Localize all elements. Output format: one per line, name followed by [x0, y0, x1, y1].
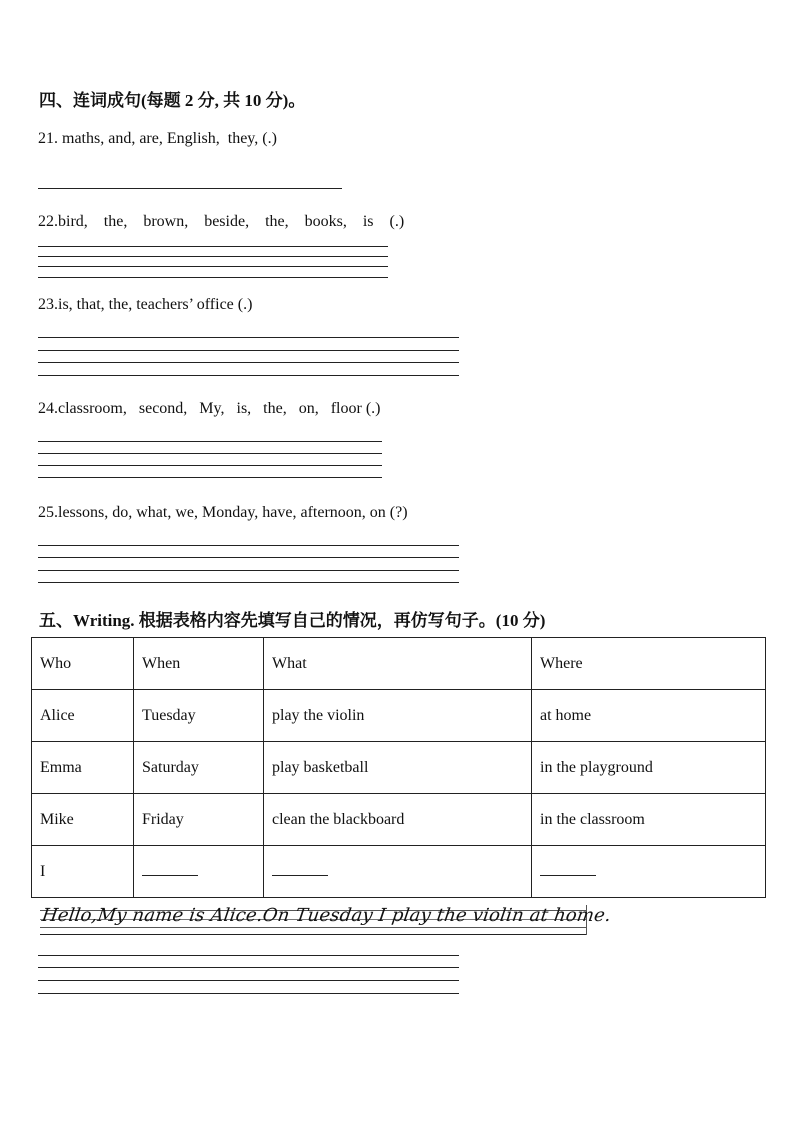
table-row: [32, 794, 766, 846]
table-row: [32, 690, 766, 742]
fill-blank-where[interactable]: [532, 846, 766, 898]
question-25: 25.lessons, do, what, we, Monday, have, afternoon, on (?): [38, 504, 408, 521]
header-where: Where: [532, 638, 766, 690]
header-when: When: [134, 638, 264, 690]
table-cell: I: [32, 846, 134, 898]
writing-line[interactable]: [38, 980, 459, 981]
table-cell: at home: [532, 690, 766, 742]
fill-blank-what[interactable]: [264, 846, 532, 898]
table-cell: Tuesday: [134, 690, 264, 742]
answer-line: [38, 246, 388, 247]
writing-line[interactable]: [38, 967, 459, 968]
table-cell: clean the blackboard: [264, 794, 532, 846]
answer-line: [38, 557, 459, 558]
table-cell: Saturday: [134, 742, 264, 794]
handwritten-example: [40, 905, 613, 935]
writing-line[interactable]: [38, 993, 459, 994]
section-4-heading: 四、连词成句(每题 2 分, 共 10 分)。: [39, 91, 306, 110]
answer-line: [38, 582, 459, 583]
answer-line: [38, 188, 342, 189]
answer-line: [38, 477, 382, 478]
answer-line: [38, 256, 388, 257]
answer-line: [38, 337, 459, 338]
question-24: 24.classroom, second, My, is, the, on, floor (.): [38, 400, 381, 417]
answer-line: [38, 465, 382, 466]
writing-line[interactable]: [38, 955, 459, 956]
question-21: 21. maths, and, are, English, they, (.): [38, 130, 277, 147]
table-cell: in the classroom: [532, 794, 766, 846]
answer-line: [38, 350, 459, 351]
example-sentence: Hello,My name is Alice.On Tuesday I play the violin at home.: [40, 905, 613, 926]
question-23: 23.is, that, the, teachers’ office (.): [38, 296, 253, 313]
table-cell: Emma: [32, 742, 134, 794]
fill-blank-when[interactable]: [134, 846, 264, 898]
table-header-row: [32, 638, 766, 690]
answer-line: [38, 266, 388, 267]
question-22: 22.bird, the, brown, beside, the, books, is (.): [38, 213, 405, 230]
header-what: What: [264, 638, 532, 690]
guide-line: [40, 934, 586, 935]
writing-table: [31, 637, 766, 898]
blank-line: [540, 863, 596, 876]
answer-line: [38, 375, 459, 376]
section-5-heading: 五、Writing. 根据表格内容先填写自己的情况，再仿写句子。(10 分): [39, 611, 546, 630]
table-cell: play basketball: [264, 742, 532, 794]
table-cell: Mike: [32, 794, 134, 846]
answer-line: [38, 277, 388, 278]
answer-line: [38, 545, 459, 546]
table-cell: Alice: [32, 690, 134, 742]
table-row: [32, 846, 766, 898]
answer-line: [38, 441, 382, 442]
answer-line: [38, 453, 382, 454]
table-cell: in the playground: [532, 742, 766, 794]
answer-line: [38, 570, 459, 571]
header-who: Who: [32, 638, 134, 690]
answer-line: [38, 362, 459, 363]
table-cell: Friday: [134, 794, 264, 846]
blank-line: [272, 863, 328, 876]
table-row: [32, 742, 766, 794]
table-cell: play the violin: [264, 690, 532, 742]
guide-line: [40, 927, 586, 928]
blank-line: [142, 863, 198, 876]
